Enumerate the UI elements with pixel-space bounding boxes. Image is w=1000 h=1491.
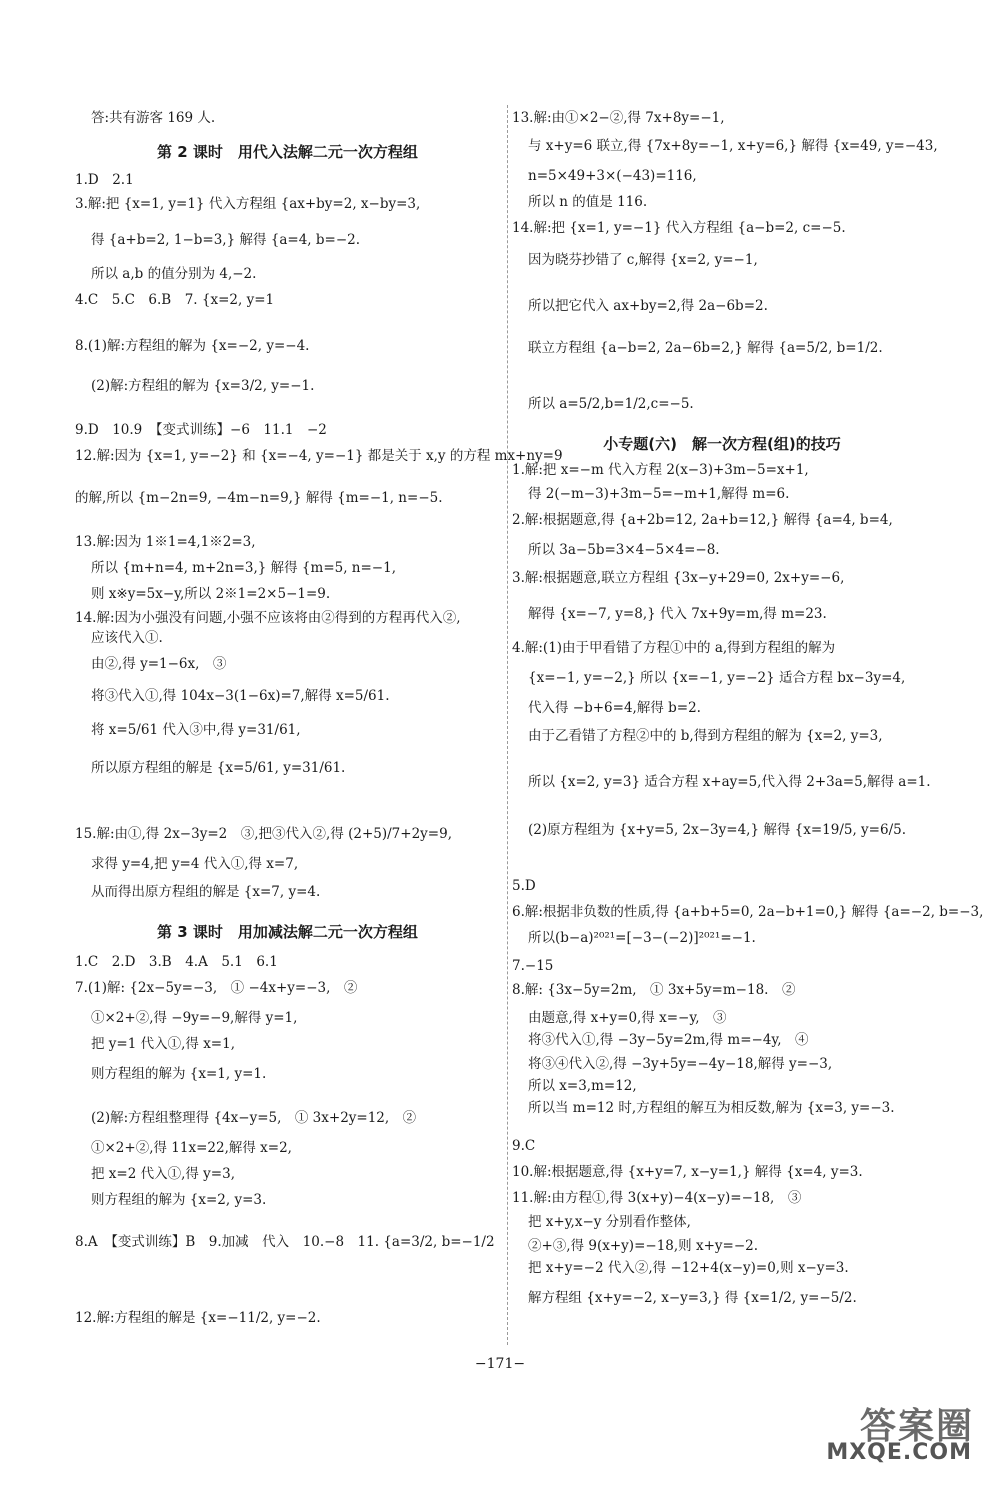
answer-line: 将③代入①,得 104x−3(1−6x)=7,解得 x=5/61. (91, 688, 390, 704)
answer-line: 3.解:把 {x=1, y=1} 代入方程组 {ax+by=2, x−by=3, (75, 196, 421, 212)
answer-line: 则方程组的解为 {x=2, y=3. (91, 1192, 267, 1208)
answer-line: 所以 {m+n=4, m+2n=3,} 解得 {m=5, n=−1, (91, 560, 397, 576)
answer-line: 15.解:由①,得 2x−3y=2 ③,把③代入②,得 (2+5)/7+2y=9, (75, 826, 452, 842)
answer-line: (2)原方程组为 {x+y=5, 2x−3y=4,} 解得 {x=19/5, y=6/5. (528, 822, 906, 838)
answer-line: 8.A 【变式训练】B 9.加减 代入 10.−8 11. {a=3/2, b=−1/2 (75, 1234, 495, 1250)
answer-line: 8.解: {3x−5y=2m, ① 3x+5y=m−18. ② (512, 982, 796, 998)
answer-line: 2.解:根据题意,得 {a+2b=12, 2a+b=12,} 解得 {a=4, b=4, (512, 512, 893, 528)
answer-line: 14.解:因为小强没有问题,小强不应该将由②得到的方程再代入②, (75, 610, 461, 626)
answer-line: 1.C 2.D 3.B 4.A 5.1 6.1 (75, 954, 278, 970)
answer-line: 解得 {x=−7, y=8,} 代入 7x+9y=m,得 m=23. (528, 606, 827, 622)
answer-line: 3.解:根据题意,联立方程组 {3x−y+29=0, 2x+y=−6, (512, 570, 845, 586)
answer-line: 11.解:由方程①,得 3(x+y)−4(x−y)=−18, ③ (512, 1190, 802, 1206)
answer-line: 则 x※y=5x−y,所以 2※1=2×5−1=9. (91, 586, 331, 602)
answer-line: 代入得 −b+6=4,解得 b=2. (528, 700, 701, 716)
answer-line: 解方程组 {x+y=−2, x−y=3,} 得 {x=1/2, y=−5/2. (528, 1290, 857, 1306)
answer-line: 的解,所以 {m−2n=9, −4m−n=9,} 解得 {m=−1, n=−5. (75, 490, 443, 506)
answer-line: 14.解:把 {x=1, y=−1} 代入方程组 {a−b=2, c=−5. (512, 220, 846, 236)
answer-line: (2)解:方程组整理得 {4x−y=5, ① 3x+2y=12, ② (91, 1110, 417, 1126)
answer-line: 7.(1)解: {2x−5y=−3, ① −4x+y=−3, ② (75, 980, 358, 996)
answer-line: {x=−1, y=−2,} 所以 {x=−1, y=−2} 适合方程 bx−3y=4, (528, 670, 906, 686)
answer-line: 与 x+y=6 联立,得 {7x+8y=−1, x+y=6,} 解得 {x=49, y=−43, (528, 138, 938, 154)
answer-line: 得 {a+b=2, 1−b=3,} 解得 {a=4, b=−2. (91, 232, 361, 248)
answer-line: 7.−15 (512, 958, 554, 974)
answer-line: 12.解:因为 {x=1, y=−2} 和 {x=−4, y=−1} 都是关于 x,y 的方程 mx+ny=9 (75, 448, 563, 464)
answer-line: 所以 a=5/2,b=1/2,c=−5. (528, 396, 694, 412)
answer-line: ①×2+②,得 −9y=−9,解得 y=1, (91, 1010, 298, 1026)
column-divider (507, 105, 508, 1345)
answer-line: 5.D (512, 878, 536, 894)
answer-line: 由题意,得 x+y=0,得 x=−y, ③ (528, 1010, 727, 1026)
answer-line: 所以 3a−5b=3×4−5×4=−8. (528, 542, 720, 558)
answer-line: 把 x=2 代入①,得 y=3, (91, 1166, 235, 1182)
watermark-logo: 答案圈 (859, 1406, 974, 1447)
answer-line: 8.(1)解:方程组的解为 {x=−2, y=−4. (75, 338, 310, 354)
answer-line: 联立方程组 {a−b=2, 2a−6b=2,} 解得 {a=5/2, b=1/2. (528, 340, 883, 356)
answer-line: 所以(b−a)²⁰²¹=[−3−(−2)]²⁰²¹=−1. (528, 930, 756, 946)
section-heading: 第 2 课时 用代入法解二元一次方程组 (157, 143, 418, 161)
watermark-site: MXQE.COM (826, 1440, 972, 1465)
answer-line: 把 x+y=−2 代入②,得 −12+4(x−y)=0,则 x−y=3. (528, 1260, 849, 1276)
answer-line: 求得 y=4,把 y=4 代入①,得 x=7, (91, 856, 299, 872)
answer-line: 1.D 2.1 (75, 172, 134, 188)
answer-line: 所以把它代入 ax+by=2,得 2a−6b=2. (528, 298, 768, 314)
answer-line: 将③代入①,得 −3y−5y=2m,得 m=−4y, ④ (528, 1032, 809, 1048)
answer-line: 1.解:把 x=−m 代入方程 2(x−3)+3m−5=x+1, (512, 462, 809, 478)
answer-line: 由②,得 y=1−6x, ③ (91, 656, 227, 672)
answer-line: ①×2+②,得 11x=22,解得 x=2, (91, 1140, 292, 1156)
section-heading: 第 3 课时 用加减法解二元一次方程组 (157, 923, 418, 941)
answer-line: 所以当 m=12 时,方程组的解互为相反数,解为 {x=3, y=−3. (528, 1100, 895, 1116)
answer-line: 所以 n 的值是 116. (528, 194, 648, 210)
answer-line: 13.解:由①×2−②,得 7x+8y=−1, (512, 110, 725, 126)
answer-line: n=5×49+3×(−43)=116, (528, 168, 697, 184)
answer-line: 所以 a,b 的值分别为 4,−2. (91, 266, 257, 282)
answer-line: 把 y=1 代入①,得 x=1, (91, 1036, 235, 1052)
answer-line: 9.D 10.9 【变式训练】−6 11.1 −2 (75, 422, 327, 438)
answer-line: 从而得出原方程组的解是 {x=7, y=4. (91, 884, 321, 900)
answer-line: 4.解:(1)由于甲看错了方程①中的 a,得到方程组的解为 (512, 640, 836, 656)
answer-line: 将③④代入②,得 −3y+5y=−4y−18,解得 y=−3, (528, 1056, 833, 1072)
answer-line: 10.解:根据题意,得 {x+y=7, x−y=1,} 解得 {x=4, y=3. (512, 1164, 863, 1180)
answer-line: 则方程组的解为 {x=1, y=1. (91, 1066, 267, 1082)
answer-line: 应该代入①. (91, 630, 163, 646)
answer-line: 将 x=5/61 代入③中,得 y=31/61, (91, 722, 301, 738)
answer-line: ②+③,得 9(x+y)=−18,则 x+y=−2. (528, 1238, 759, 1254)
answer-line: 12.解:方程组的解是 {x=−11/2, y=−2. (75, 1310, 321, 1326)
page-number: −171− (474, 1356, 526, 1372)
answer-line: 答:共有游客 169 人. (91, 110, 216, 126)
answer-line: 所以 x=3,m=12, (528, 1078, 637, 1094)
answer-line: 所以 {x=2, y=3} 适合方程 x+ay=5,代入得 2+3a=5,解得 a=1. (528, 774, 931, 790)
answer-line: (2)解:方程组的解为 {x=3/2, y=−1. (91, 378, 315, 394)
answer-line: 9.C (512, 1138, 536, 1154)
answer-line: 由于乙看错了方程②中的 b,得到方程组的解为 {x=2, y=3, (528, 728, 883, 744)
answer-line: 13.解:因为 1※1=4,1※2=3, (75, 534, 256, 550)
answer-line: 6.解:根据非负数的性质,得 {a+b+5=0, 2a−b+1=0,} 解得 {a=−2, b=−3, (512, 904, 984, 920)
section-heading: 小专题(六) 解一次方程(组)的技巧 (603, 435, 841, 453)
answer-line: 得 2(−m−3)+3m−5=−m+1,解得 m=6. (528, 486, 790, 502)
answer-line: 把 x+y,x−y 分别看作整体, (528, 1214, 691, 1230)
answer-line: 所以原方程组的解是 {x=5/61, y=31/61. (91, 760, 346, 776)
answer-line: 4.C 5.C 6.B 7. {x=2, y=1 (75, 292, 275, 308)
answer-line: 因为晓芬抄错了 c,解得 {x=2, y=−1, (528, 252, 758, 268)
